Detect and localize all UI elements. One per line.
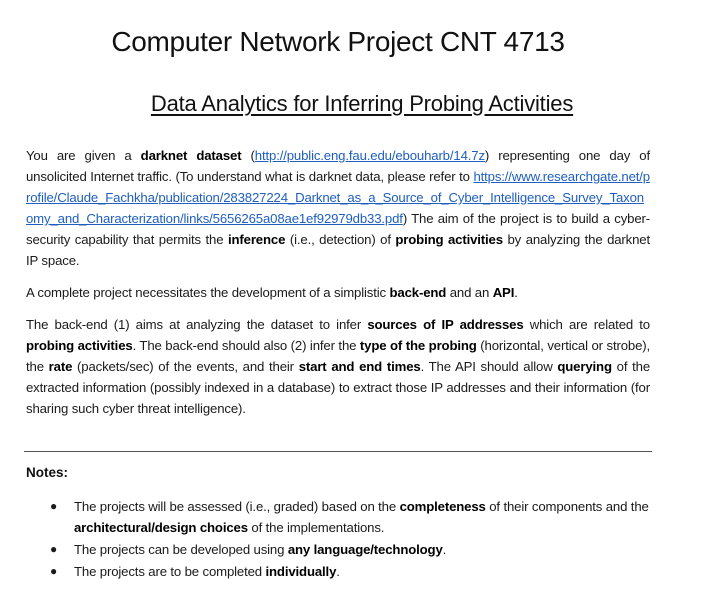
note-text: The projects can be developed using bbox=[74, 542, 288, 557]
document-subtitle: Data Analytics for Inferring Probing Activities bbox=[150, 91, 574, 116]
requirements-text-1: A complete project necessitates the development of a simplistic bbox=[26, 285, 390, 300]
note-text: . bbox=[336, 564, 340, 579]
completeness-emphasis: completeness bbox=[399, 499, 486, 514]
backend-paragraph bbox=[26, 314, 650, 419]
intro-text-4: ) The aim of the project is to build a cyber-security capability that permits the bbox=[26, 211, 650, 247]
notes-list bbox=[26, 496, 654, 583]
note-text: of their components and the bbox=[485, 499, 649, 514]
backend-text-5: (packets/sec) of the events, and their bbox=[72, 359, 299, 374]
backend-text-2: which are related to bbox=[523, 317, 650, 332]
intro-text-1: You are given a bbox=[26, 148, 141, 163]
api-emphasis: API bbox=[492, 285, 515, 300]
backend-text-3: . The back-end should also (2) infer the bbox=[132, 338, 360, 353]
requirements-text-2: and an bbox=[446, 285, 493, 300]
rate-emphasis: rate bbox=[48, 359, 73, 374]
architectural-design-emphasis: architectural/design choices bbox=[74, 520, 248, 535]
back-end-emphasis: back-end bbox=[389, 285, 447, 300]
intro-text-5: (i.e., detection) of bbox=[285, 232, 396, 247]
bullet-icon: ● bbox=[50, 542, 58, 556]
researchgate-link[interactable]: https://www.researchgate.net/profile/Claude_Fachkha/publication/283827224_Darknet_as_a_Source_of_Cyber_Intelligence_Survey_Taxonomy_and_Characterization/links/5656265a08ae1ef92979db33.pdf bbox=[26, 169, 650, 226]
intro-paragraph bbox=[26, 145, 650, 271]
requirements-text-3: . bbox=[514, 285, 518, 300]
backend-text-1: The back-end (1) aims at analyzing the dataset to infer bbox=[26, 317, 368, 332]
requirements-paragraph bbox=[26, 282, 650, 303]
backend-text-6: . The API should allow bbox=[420, 359, 558, 374]
individually-emphasis: individually bbox=[265, 564, 337, 579]
start-end-times-emphasis: start and end times bbox=[298, 359, 421, 374]
notes-heading: Notes: bbox=[26, 465, 69, 480]
backend-text-4: (horizontal, vertical or strobe), the bbox=[26, 338, 651, 374]
sources-ip-emphasis: sources of IP addresses bbox=[367, 317, 524, 332]
probing-activities-emphasis: probing activities bbox=[395, 232, 503, 247]
any-language-emphasis: any language/technology bbox=[287, 542, 443, 557]
list-item bbox=[26, 496, 654, 538]
note-text: of the implementations. bbox=[247, 520, 385, 535]
intro-text-6: by analyzing the darknet IP space. bbox=[26, 232, 651, 268]
dataset-link[interactable]: http://public.eng.fau.edu/ebouharb/14.7z bbox=[254, 148, 485, 163]
note-text: The projects will be assessed (i.e., graded) based on the bbox=[74, 499, 400, 514]
note-text: . bbox=[442, 542, 447, 557]
list-item bbox=[26, 539, 654, 560]
probing-activities-emphasis-2: probing activities bbox=[26, 338, 133, 353]
darknet-dataset-emphasis: darknet dataset bbox=[140, 148, 242, 163]
intro-text-2: ( bbox=[241, 148, 255, 163]
querying-emphasis: querying bbox=[557, 359, 612, 374]
type-of-probing-emphasis: type of the probing bbox=[359, 338, 477, 353]
document-title: Computer Network Project CNT 4713 bbox=[111, 26, 565, 57]
note-text: The projects are to be completed bbox=[74, 564, 266, 579]
bullet-icon: ● bbox=[50, 499, 58, 513]
section-divider bbox=[24, 451, 652, 452]
backend-text-7: of the extracted information (possibly indexed in a database) to extract those IP addresses and their information (for sharing such cyber threat intelligence). bbox=[26, 359, 651, 416]
intro-text-3: ) representing one day of unsolicited Internet traffic. (To understand what is darknet data, please refer to bbox=[26, 148, 651, 184]
list-item bbox=[26, 561, 654, 582]
bullet-icon: ● bbox=[50, 564, 58, 578]
inference-emphasis: inference bbox=[227, 232, 286, 247]
